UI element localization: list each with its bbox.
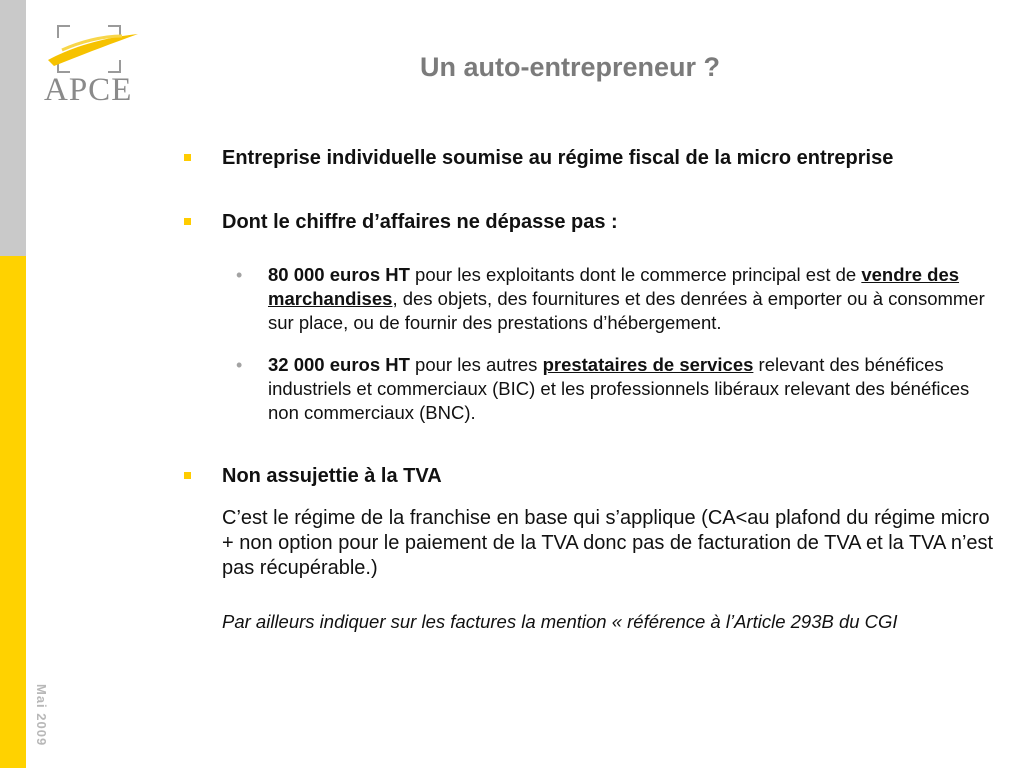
sub-bullet-text: , des objets, des fournitures et des denrées à emporter ou à consommer sur place, ou de fournir des prestations d’hébergement. — [268, 288, 985, 333]
slide-content — [184, 146, 1004, 634]
square-bullet-icon — [184, 472, 191, 479]
sub-bullet-text: relevant des bénéfices industriels et commerciaux (BIC) et les professionnels libéraux relevant des bénéfices non commerciaux (BNC). — [268, 354, 970, 423]
sub-bullet-item — [184, 263, 1004, 335]
sub-bullet-text: pour les exploitants dont le commerce principal est de — [409, 264, 862, 285]
bullet-text: Dont le chiffre d’affaires ne dépasse pas : — [222, 211, 618, 233]
bullet-item — [184, 146, 1004, 170]
dot-bullet-icon: • — [236, 265, 243, 285]
sidebar-gray-band — [0, 0, 26, 256]
logo-text: APCE — [44, 72, 133, 108]
square-bullet-icon — [184, 154, 191, 161]
highlight-text: vendre des marchandises — [268, 264, 960, 309]
square-bullet-icon — [184, 218, 191, 225]
sub-bullet-item — [184, 353, 1004, 425]
bullet-text: Entreprise individuelle soumise au régime fiscal de la micro entreprise — [222, 147, 894, 169]
bullet-item — [184, 210, 1004, 234]
invoice-note: Par ailleurs indiquer sur les factures la mention « référence à l’Article 293B du CGI — [222, 611, 898, 632]
franchise-paragraph: C’est le régime de la franchise en base qui s’applique (CA<au plafond du régime micro + non option pour le paiement de la TVA donc pas de facturation de TVA et la TVA n’est pas récupérable.) — [222, 507, 994, 579]
bullet-item — [184, 464, 1004, 488]
date-label: Mai 2009 — [34, 684, 49, 747]
dot-bullet-icon: • — [236, 355, 243, 375]
slide-title: Un auto-entrepreneur ? — [419, 52, 721, 82]
amount-text: 32 000 euros HT — [268, 354, 410, 375]
sub-bullet-text: pour les autres — [409, 354, 543, 375]
amount-text: 80 000 euros HT — [268, 264, 410, 285]
highlight-text: prestataires de services — [542, 354, 754, 375]
sidebar-yellow-band — [0, 256, 26, 768]
bullet-text: Non assujettie à la TVA — [222, 465, 442, 487]
